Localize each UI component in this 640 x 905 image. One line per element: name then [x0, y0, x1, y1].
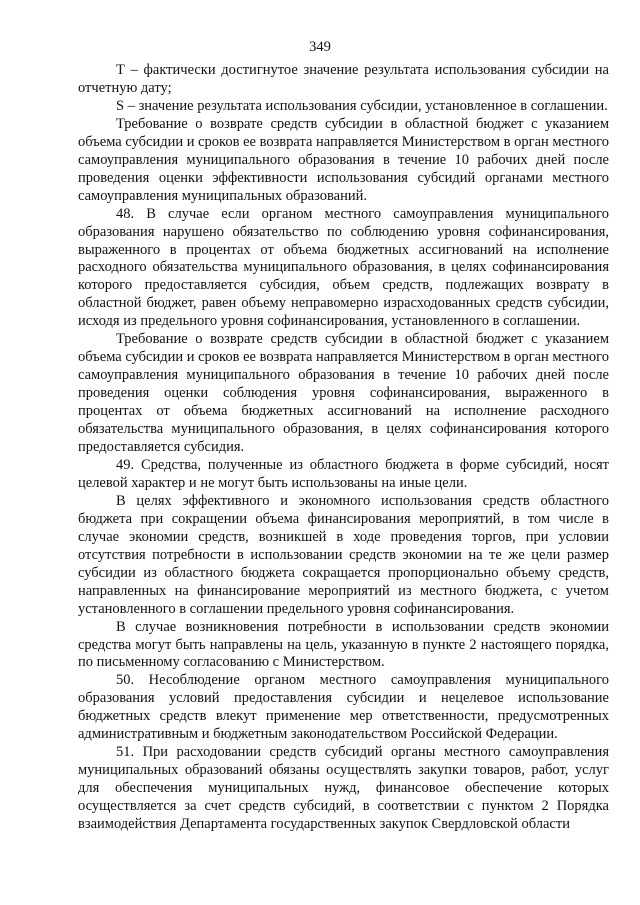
paragraph: Требование о возврате средств субсидии в областной бюджет с указанием объема субсидии и сроков ее возврата направляется Министерством в орган местного самоуправления муниципального образования в течение 10 рабочих дней после проведения оценки соблюдения уровня софинансирования, выраженного в процентах от объема бюджетных ассигнований на исполнение расходного обязательства муниципального образования, в целях софинансирования которого предоставляется субсидия. — [78, 331, 609, 456]
paragraph: S – значение результата использования субсидии, установленное в соглашении. — [116, 97, 608, 114]
paragraph: В целях эффективного и экономного использования средств областного бюджета при сокращении объема финансирования мероприятий, в том числе в случае экономии средств, возникшей в ходе проведения торгов, при условии отсутствия потребности в использовании средств экономии на те же цели размер субсидии из областного бюджета сокращается пропорционально объему средств, направленных на финансирование мероприятий из местного бюджета, с учетом установленного в соглашении предельного уровня софинансирования. — [78, 492, 609, 617]
paragraph: В случае возникновения потребности в использовании средств экономии средства могут быть направлены на цель, указанную в пункте 2 настоящего порядка, по письменному согласованию с Министерством. — [78, 618, 609, 671]
paragraph: 48. В случае если органом местного самоуправления муниципального образования нарушено обязательство по соблюдению уровня софинансирования, выраженного в процентах от объема бюджетных ассигнований на исполнение расходного обязательства муниципального образования, в целях софинансирования которого предоставляется субсидия, объем средств, подлежащих возврату в областной бюджет, равен объему неправомерно израсходованных средств субсидии, исходя из предельного уровня софинансирования, установленного в соглашении. — [78, 205, 609, 330]
page-number: 349 — [309, 39, 331, 55]
paragraph: 51. При расходовании средств субсидий органы местного самоуправления муниципальных образований обязаны осуществлять закупки товаров, работ, услуг для обеспечения муниципальных нужд, финансовое обеспечение которых осуществляется за счет средств субсидий, в соответствии с пунктом 2 Порядка взаимодействия Департамента государственных закупок Свердловской области — [78, 744, 609, 833]
document-body — [78, 62, 609, 834]
paragraph: Требование о возврате средств субсидии в областной бюджет с указанием объема субсидии и сроков ее возврата направляется Министерством в орган местного самоуправления муниципального образования в течение 10 рабочих дней после проведения оценки эффективности использования субсидий органами местного самоуправления муниципальных образований. — [78, 115, 609, 204]
paragraph: Т – фактически достигнутое значение результата использования субсидии на отчетную дату; — [78, 62, 609, 96]
paragraph: 49. Средства, полученные из областного бюджета в форме субсидий, носят целевой характер и не могут быть использованы на иные цели. — [78, 456, 609, 491]
paragraph: 50. Несоблюдение органом местного самоуправления муниципального образования условий предоставления субсидии и нецелевое использование бюджетных средств влекут применение мер ответственности, предусмотренных административным и бюджетным законодательством Российской Федерации. — [78, 672, 609, 743]
